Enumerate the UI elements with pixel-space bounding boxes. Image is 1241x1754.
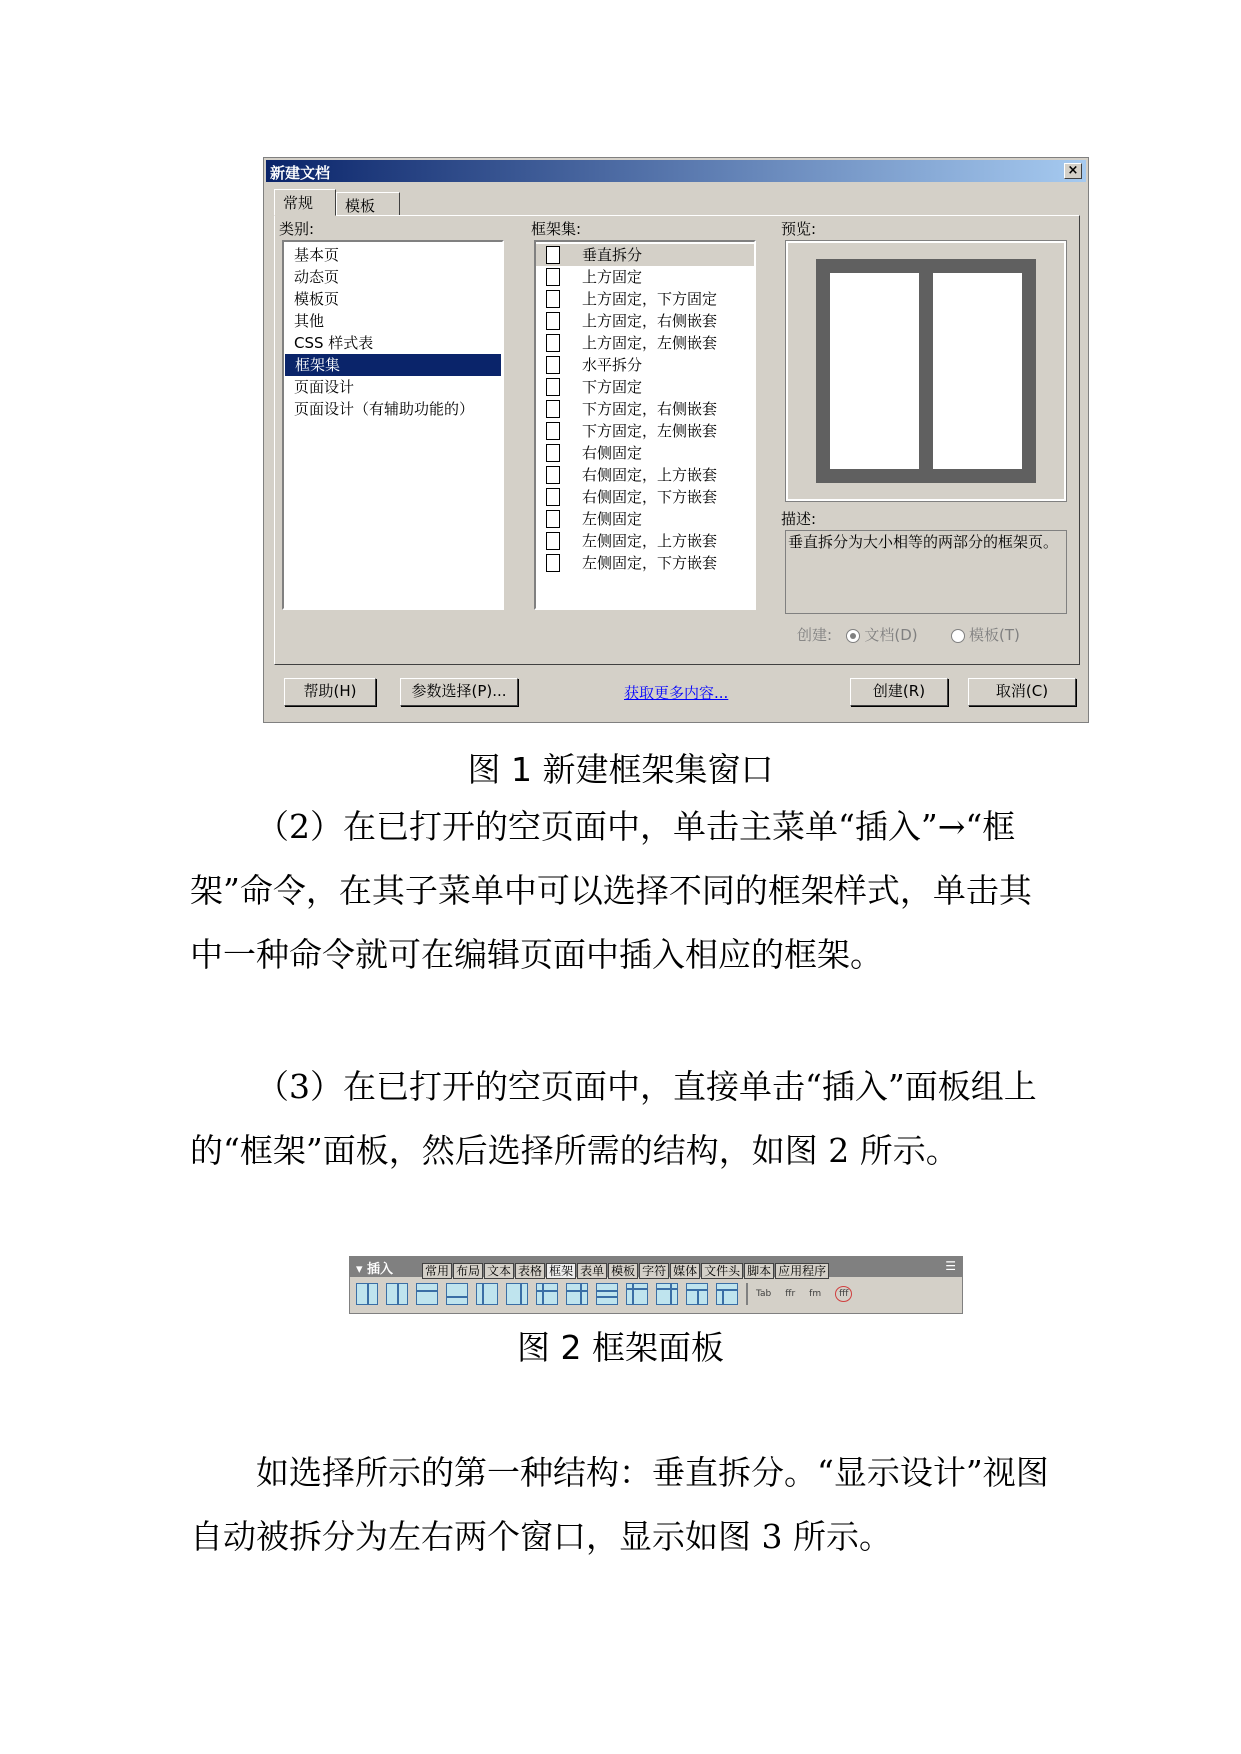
frameset-item-label: 上方固定，下方固定 bbox=[582, 290, 718, 308]
frame-divider bbox=[632, 1284, 634, 1304]
toolbar-separator bbox=[746, 1283, 748, 1305]
new-document-dialog bbox=[263, 157, 1089, 723]
frame-divider bbox=[597, 1296, 617, 1298]
panel-tab[interactable]: 常用 bbox=[422, 1263, 452, 1279]
frameset-list[interactable] bbox=[534, 240, 756, 610]
frameset-label: 框架集: bbox=[531, 220, 582, 238]
radio-document-label: 文档(D) bbox=[864, 626, 918, 644]
frame-tool-label[interactable]: ffr bbox=[785, 1289, 796, 1299]
panel-title[interactable]: ▾ 插入 bbox=[356, 1262, 394, 1277]
frame-divider bbox=[520, 1284, 522, 1304]
panel-tab[interactable]: 文件头 bbox=[701, 1263, 743, 1279]
frame-layout-icon[interactable] bbox=[626, 1283, 648, 1305]
frameset-item[interactable] bbox=[536, 530, 754, 552]
paragraph-4: 如选择所示的第一种结构：垂直拆分。“显示设计”视图自动被拆分为左右两个窗口，显示如图 3 所示。 bbox=[190, 1453, 1049, 1556]
frameset-item-label: 垂直拆分 bbox=[582, 246, 643, 264]
frameset-item[interactable] bbox=[536, 442, 754, 464]
frameset-item[interactable] bbox=[536, 398, 754, 420]
tab-general[interactable]: 常规 bbox=[274, 189, 336, 216]
frame-layout-icon[interactable] bbox=[596, 1283, 618, 1305]
preferences-button[interactable]: 参数选择(P)... bbox=[400, 678, 518, 706]
category-item[interactable]: CSS 样式表 bbox=[294, 334, 374, 352]
category-item[interactable]: 基本页 bbox=[294, 246, 340, 264]
frame-tool-label[interactable]: fff bbox=[835, 1286, 852, 1302]
category-item[interactable]: 动态页 bbox=[294, 268, 340, 286]
panel-tab[interactable]: 媒体 bbox=[670, 1263, 700, 1279]
document-icon bbox=[546, 334, 560, 352]
create-label: 创建: bbox=[797, 626, 833, 644]
insert-frames-panel bbox=[349, 1256, 963, 1314]
frameset-item-label: 水平拆分 bbox=[582, 356, 643, 374]
radio-template[interactable] bbox=[951, 629, 965, 643]
frameset-item-label: 下方固定 bbox=[582, 378, 643, 396]
frameset-item[interactable] bbox=[536, 486, 754, 508]
panel-tab[interactable]: 框架 bbox=[546, 1263, 576, 1279]
panel-header bbox=[350, 1257, 962, 1277]
figure1-caption: 图 1 新建框架集窗口 bbox=[467, 750, 774, 789]
frame-divider bbox=[657, 1288, 677, 1290]
panel-tab[interactable]: 字符 bbox=[639, 1263, 669, 1279]
frame-divider bbox=[717, 1289, 737, 1291]
frame-layout-icon[interactable] bbox=[446, 1283, 468, 1305]
panel-tab[interactable]: 文本 bbox=[484, 1263, 514, 1279]
frame-divider bbox=[537, 1290, 557, 1292]
cancel-button[interactable]: 取消(C) bbox=[968, 678, 1076, 706]
frameset-item[interactable] bbox=[536, 376, 754, 398]
frame-divider bbox=[417, 1290, 437, 1292]
frameset-item-label: 下方固定，左侧嵌套 bbox=[582, 422, 718, 440]
close-button[interactable]: × bbox=[1064, 163, 1082, 179]
document-icon bbox=[546, 488, 560, 506]
frameset-item-label: 下方固定，右侧嵌套 bbox=[582, 400, 718, 418]
frame-divider bbox=[397, 1284, 399, 1304]
document-icon bbox=[546, 444, 560, 462]
document-icon bbox=[546, 532, 560, 550]
frame-layout-icon[interactable] bbox=[356, 1283, 378, 1305]
frameset-item[interactable] bbox=[536, 552, 754, 574]
document-icon bbox=[546, 510, 560, 528]
document-icon bbox=[546, 466, 560, 484]
panel-tab[interactable]: 脚本 bbox=[744, 1263, 774, 1279]
document-icon bbox=[546, 246, 560, 264]
frameset-item-label: 上方固定 bbox=[582, 268, 643, 286]
frameset-item-label: 上方固定，右侧嵌套 bbox=[582, 312, 718, 330]
paragraph-2: （2）在已打开的空页面中，单击主菜单“插入”→“框架”命令，在其子菜单中可以选择不同的框架样式，单击其中一种命令就可在编辑页面中插入相应的框架。 bbox=[190, 807, 1032, 974]
frameset-item-label: 右侧固定，下方嵌套 bbox=[582, 488, 718, 506]
frame-divider bbox=[367, 1284, 369, 1304]
frameset-item-label: 右侧固定，上方嵌套 bbox=[582, 466, 718, 484]
frameset-item[interactable] bbox=[536, 354, 754, 376]
right-frame-pane bbox=[933, 273, 1022, 469]
document-icon bbox=[546, 400, 560, 418]
frame-tool-icons bbox=[356, 1283, 866, 1305]
dialog-title: 新建文档 bbox=[270, 164, 331, 182]
category-item[interactable]: 页面设计（有辅助功能的） bbox=[294, 400, 475, 418]
document-icon bbox=[546, 268, 560, 286]
frame-divider bbox=[670, 1284, 672, 1304]
help-button[interactable]: 帮助(H) bbox=[284, 678, 376, 706]
radio-document[interactable] bbox=[846, 629, 860, 643]
panel-tab[interactable]: 应用程序 bbox=[775, 1263, 829, 1279]
frame-divider bbox=[722, 1289, 724, 1304]
panel-tab[interactable]: 模板 bbox=[608, 1263, 638, 1279]
frame-layout-icon[interactable] bbox=[476, 1283, 498, 1305]
category-item[interactable]: 模板页 bbox=[294, 290, 340, 308]
tab-panel-general bbox=[274, 215, 1080, 665]
frame-layout-icon[interactable] bbox=[386, 1283, 408, 1305]
frame-divider bbox=[627, 1288, 647, 1290]
document-icon bbox=[546, 422, 560, 440]
category-label: 类别: bbox=[279, 220, 315, 238]
frame-divider bbox=[542, 1284, 544, 1304]
frameset-preview-icon bbox=[816, 259, 1036, 483]
frame-tool-label[interactable]: fm bbox=[809, 1289, 822, 1299]
frame-divider bbox=[567, 1290, 587, 1292]
frame-layout-icon[interactable] bbox=[686, 1283, 708, 1305]
frameset-item-label: 左侧固定，下方嵌套 bbox=[582, 554, 718, 572]
frameset-item[interactable] bbox=[536, 266, 754, 288]
document-icon bbox=[546, 290, 560, 308]
frame-divider bbox=[447, 1296, 467, 1298]
category-item[interactable]: 框架集 bbox=[285, 354, 501, 376]
document-icon bbox=[546, 378, 560, 396]
panel-tab[interactable]: 表单 bbox=[577, 1263, 607, 1279]
description-label: 描述: bbox=[781, 510, 817, 528]
frameset-item[interactable] bbox=[536, 420, 754, 442]
get-more-content-link[interactable]: 获取更多内容... bbox=[624, 684, 729, 702]
frame-divider bbox=[697, 1289, 699, 1304]
left-frame-pane bbox=[830, 273, 919, 469]
frameset-item-label: 左侧固定 bbox=[582, 510, 643, 528]
paragraph-3: （3）在已打开的空页面中，直接单击“插入”面板组上的“框架”面板，然后选择所需的结构，如图 2 所示。 bbox=[190, 1067, 1037, 1170]
frameset-item[interactable] bbox=[536, 310, 754, 332]
document-icon bbox=[546, 312, 560, 330]
frame-divider bbox=[597, 1290, 617, 1292]
description-box: 垂直拆分为大小相等的两部分的框架页。 bbox=[785, 530, 1067, 614]
tab-templates[interactable]: 模板 bbox=[336, 192, 400, 216]
radio-template-label: 模板(T) bbox=[969, 626, 1020, 644]
figure2-caption: 图 2 框架面板 bbox=[517, 1328, 724, 1367]
frame-layout-icon[interactable] bbox=[536, 1283, 558, 1305]
frame-tool-label[interactable]: Tab bbox=[756, 1289, 772, 1299]
create-options bbox=[797, 624, 1020, 645]
category-list[interactable] bbox=[282, 240, 504, 610]
frameset-item-label: 左侧固定，上方嵌套 bbox=[582, 532, 718, 550]
panel-tab[interactable]: 表格 bbox=[515, 1263, 545, 1279]
frame-divider bbox=[580, 1284, 582, 1304]
document-icon bbox=[546, 356, 560, 374]
frameset-item[interactable] bbox=[536, 464, 754, 486]
frameset-item[interactable] bbox=[536, 288, 754, 310]
frameset-item[interactable] bbox=[536, 508, 754, 530]
panel-menu-icon[interactable]: ☰ bbox=[945, 1259, 956, 1273]
category-item[interactable]: 其他 bbox=[294, 312, 325, 330]
preview-box bbox=[785, 240, 1067, 502]
frameset-item-label: 右侧固定 bbox=[582, 444, 643, 462]
frame-layout-icon[interactable] bbox=[566, 1283, 588, 1305]
document-icon bbox=[546, 554, 560, 572]
preview-label: 预览: bbox=[781, 220, 817, 238]
category-item[interactable]: 页面设计 bbox=[294, 378, 355, 396]
frameset-item-label: 上方固定，左侧嵌套 bbox=[582, 334, 718, 352]
frame-layout-icon[interactable] bbox=[506, 1283, 528, 1305]
frame-divider bbox=[482, 1284, 484, 1304]
dialog-titlebar bbox=[266, 160, 1086, 182]
frame-layout-icon[interactable] bbox=[416, 1283, 438, 1305]
panel-tabs bbox=[422, 1260, 830, 1279]
frame-layout-icon[interactable] bbox=[716, 1283, 738, 1305]
panel-tab[interactable]: 布局 bbox=[453, 1263, 483, 1279]
preview-area bbox=[788, 243, 1064, 499]
frameset-item[interactable] bbox=[536, 244, 754, 266]
frameset-item[interactable] bbox=[536, 332, 754, 354]
create-button[interactable]: 创建(R) bbox=[850, 678, 948, 706]
frame-layout-icon[interactable] bbox=[656, 1283, 678, 1305]
